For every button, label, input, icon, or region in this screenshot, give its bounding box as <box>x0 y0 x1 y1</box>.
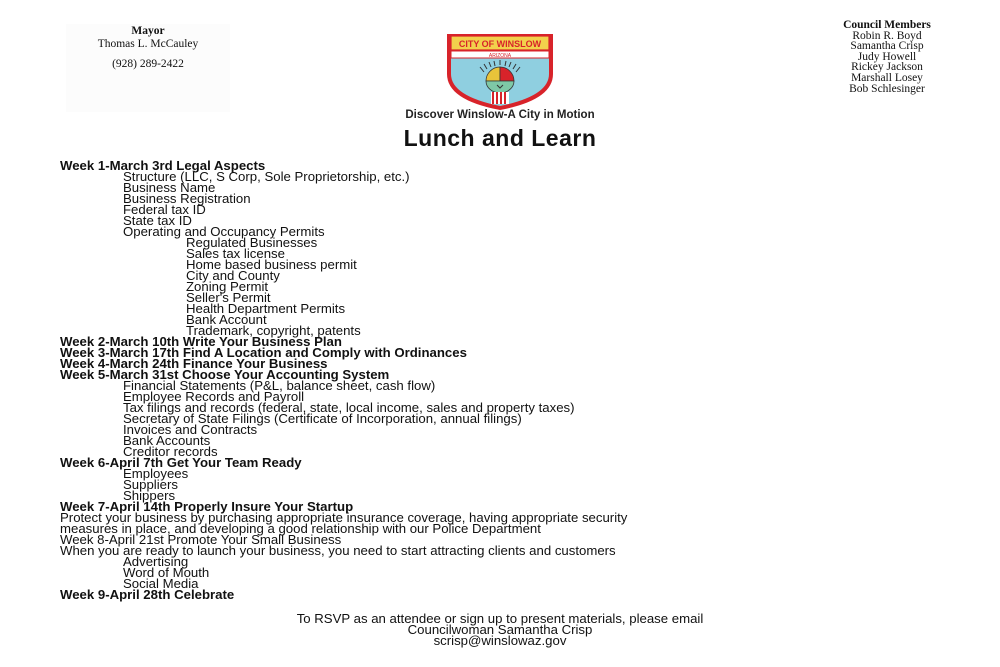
agenda-subitem: Tax filings and records (federal, state, local income, sales and property taxes) <box>123 400 575 415</box>
agenda-subitem: Creditor records <box>123 444 218 459</box>
council-member: Robin R. Boyd <box>852 29 922 42</box>
week-heading: Week 5-March 31st Choose Your Accounting System <box>60 367 390 382</box>
city-seal-logo <box>437 22 563 112</box>
mayor-title: Mayor <box>131 25 165 37</box>
rsvp-block <box>0 613 1000 646</box>
agenda-subitem: Suppliers <box>123 477 178 492</box>
week-heading: Week 7-April 14th Properly Insure Your Startup <box>60 499 354 514</box>
council-title: Council Members <box>843 19 931 31</box>
agenda-subitem: Sales tax license <box>186 246 285 261</box>
week-heading: Week 6-April 7th Get Your Team Ready <box>60 455 302 470</box>
agenda-subitem: Employee Records and Payroll <box>123 389 305 404</box>
week-heading: Week 3-March 17th Find A Location and Comply with Ordinances <box>60 345 467 360</box>
council-members <box>812 20 962 94</box>
agenda-subitem: Business Name <box>123 180 216 195</box>
agenda-text: When you are ready to launch your business, you need to start attracting clients and customers <box>60 543 616 558</box>
agenda-subitem: Business Registration <box>123 191 251 206</box>
tagline: Discover Winslow-A City in Motion <box>405 109 595 121</box>
week-heading: Week 1-March 3rd Legal Aspects <box>60 158 266 173</box>
council-member: Samantha Crisp <box>850 40 924 53</box>
agenda-subitem: Regulated Businesses <box>186 235 318 250</box>
agenda-subitem: Structure (LLC, S Corp, Sole Proprietorship, etc.) <box>123 169 410 184</box>
agenda-subitem: Word of Mouth <box>123 565 210 580</box>
agenda-subitem: Bank Accounts <box>123 433 211 448</box>
agenda-subitem: Employees <box>123 466 189 481</box>
agenda-subitem: Federal tax ID <box>123 202 206 217</box>
council-member: Rickey Jackson <box>851 61 923 74</box>
agenda-subitem: Bank Account <box>186 312 267 327</box>
agenda-subitem: Advertising <box>123 554 189 569</box>
rsvp-contact-name: Councilwoman Samantha Crisp <box>407 622 593 637</box>
agenda-text: Protect your business by purchasing appropriate insurance coverage, having appropriate security <box>60 510 628 525</box>
agenda-subitem: Trademark, copyright, patents <box>186 323 361 338</box>
mayor-info <box>66 24 230 112</box>
week-heading: Week 4-March 24th Finance Your Business <box>60 356 328 371</box>
agenda-subitem: Operating and Occupancy Permits <box>123 224 325 239</box>
page-title: Lunch and Learn <box>403 125 597 151</box>
council-member: Bob Schlesinger <box>849 82 925 95</box>
week-heading: Week 2-March 10th Write Your Business Plan <box>60 334 342 349</box>
week-heading: Week 9-April 28th Celebrate <box>60 587 235 602</box>
svg-text:CITY OF WINSLOW: CITY OF WINSLOW <box>458 39 542 49</box>
svg-text:ARIZONA: ARIZONA <box>488 53 512 59</box>
mayor-phone: (928) 289-2422 <box>112 58 184 70</box>
agenda-text: measures in place, and developing a good relationship with our Police Department <box>60 521 541 536</box>
mayor-name: Thomas L. McCauley <box>97 38 199 50</box>
agenda-subitem: State tax ID <box>123 213 192 228</box>
agenda-subitem: Invoices and Contracts <box>123 422 258 437</box>
council-member: Judy Howell <box>857 50 917 63</box>
council-member: Marshall Losey <box>851 71 923 84</box>
rsvp-text: To RSVP as an attendee or sign up to present materials, please email <box>296 611 704 626</box>
agenda-subitem: Health Department Permits <box>186 301 346 316</box>
rsvp-email[interactable]: scrisp@winslowaz.gov <box>433 633 567 648</box>
agenda-subitem: Seller's Permit <box>186 290 271 305</box>
agenda-text: Week 8-April 21st Promote Your Small Business <box>60 532 342 547</box>
agenda-subitem: Financial Statements (P&L, balance sheet, cash flow) <box>123 378 436 393</box>
agenda-subitem: Secretary of State Filings (Certificate of Incorporation, annual filings) <box>123 411 522 426</box>
agenda-subitem: Shippers <box>123 488 176 503</box>
agenda-subitem: Home based business permit <box>186 257 357 272</box>
agenda-subitem: Social Media <box>123 576 199 591</box>
agenda-subitem: Zoning Permit <box>186 279 269 294</box>
agenda-subitem: City and County <box>186 268 280 283</box>
agenda-list <box>60 160 960 600</box>
